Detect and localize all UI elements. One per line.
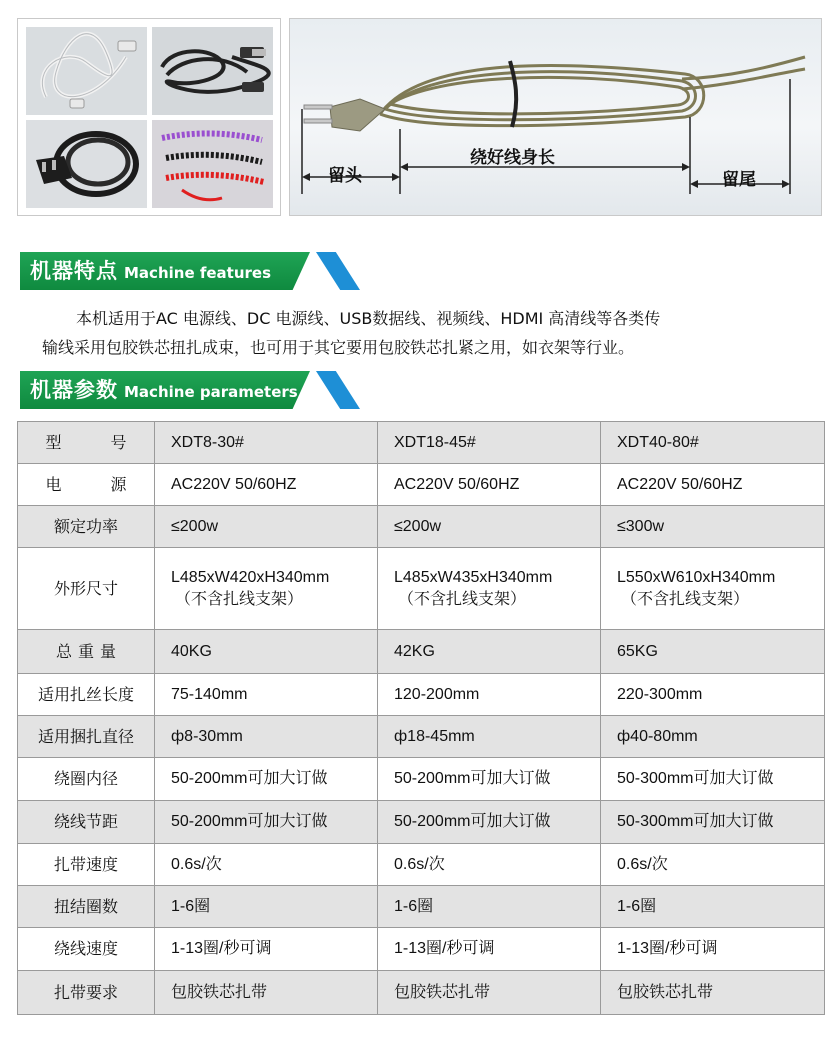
table-cell: 包胶铁芯扎带 [155,971,378,1015]
table-cell: 1-6圈 [378,886,601,928]
row-label: 型 号 [45,432,149,452]
table-row-tie-requirement [18,971,825,1015]
heading-blue-tab [316,371,360,409]
table-cell: ф40-80mm [601,716,825,758]
table-cell: 包胶铁芯扎带 [601,971,825,1015]
table-cell: 0.6s/次 [155,844,378,886]
table-cell: 1-13圈/秒可调 [601,928,825,971]
table-cell: 50-300mm可加大订做 [601,801,825,844]
row-label: 绕线节距 [18,801,155,844]
colored-cables-image [152,120,273,208]
table-row-power-supply [18,464,825,506]
table-cell: 50-200mm可加大订做 [155,758,378,801]
row-label: 适用扎丝长度 [18,674,155,716]
table-cell: 50-200mm可加大订做 [155,801,378,844]
table-cell: ф18-45mm [378,716,601,758]
row-label: 额定功率 [18,506,155,548]
row-label: 总重量 [55,641,122,661]
table-cell: 1-13圈/秒可调 [378,928,601,971]
table-row-winding-pitch [18,801,825,844]
table-cell [601,548,825,630]
parameters-table [17,421,825,1015]
parameters-heading-en: Machine parameters [124,383,298,401]
row-label: 外形尺寸 [18,548,155,630]
table-cell: ≤200w [378,506,601,548]
table-cell: XDT18-45# [378,422,601,464]
usb-cable-image [26,27,147,115]
table-cell: 1-6圈 [601,886,825,928]
table-cell: 65KG [601,630,825,674]
row-label: 适用捆扎直径 [18,716,155,758]
table-row-winding-speed [18,928,825,971]
black-usb-cable-image [152,27,273,115]
features-heading-zh: 机器特点 [30,259,118,283]
row-label: 扎带速度 [18,844,155,886]
table-cell: 50-200mm可加大订做 [378,758,601,801]
power-plug-cable-image [26,120,147,208]
table-row-tie-speed [18,844,825,886]
table-cell: 1-6圈 [155,886,378,928]
table-cell: 120-200mm [378,674,601,716]
dimension-value: L550xW610xH340mm [617,568,776,586]
table-cell: XDT8-30# [155,422,378,464]
heading-blue-tab [316,252,360,290]
row-label: 绕圈内径 [18,758,155,801]
dimension-value: L485xW420xH340mm [171,568,330,586]
features-description [42,304,802,362]
features-text-line-1: 本机适用于AC 电源线、DC 电源线、USB数据线、视频线、HDMI 高清线等各类传 [76,309,661,328]
row-label: 扎带要求 [18,971,155,1015]
table-cell: AC220V 50/60HZ [601,464,825,506]
table-cell: ≤300w [601,506,825,548]
row-label: 绕线速度 [18,928,155,971]
table-row-dimensions [18,548,825,630]
table-cell: 0.6s/次 [601,844,825,886]
tail-length-label: 留尾 [722,170,756,190]
dimension-note: （不含扎线支架） [398,590,527,608]
table-cell: ф8-30mm [155,716,378,758]
table-cell: AC220V 50/60HZ [378,464,601,506]
table-cell: 40KG [155,630,378,674]
table-row-coil-inner-diameter [18,758,825,801]
table-cell: 75-140mm [155,674,378,716]
head-length-label: 留头 [328,166,362,186]
table-cell: ≤200w [155,506,378,548]
dimension-note: （不含扎线支架） [175,590,304,608]
table-row-model [18,422,825,464]
table-row-twist-turns [18,886,825,928]
features-text-line-2: 输线采用包胶铁芯扭扎成束，也可用于其它要用包胶铁芯扎紧之用，如衣架等行业。 [42,338,635,357]
table-cell: AC220V 50/60HZ [155,464,378,506]
table-cell [378,548,601,630]
table-cell: 50-300mm可加大订做 [601,758,825,801]
table-row-rated-power [18,506,825,548]
table-row-bundle-diameter [18,716,825,758]
product-thumbnail-grid [17,18,281,216]
row-label: 扭结圈数 [18,886,155,928]
wound-cable-diagram [289,18,822,216]
row-label: 电 源 [45,474,149,494]
table-cell: 42KG [378,630,601,674]
features-heading-en: Machine features [124,264,272,282]
body-length-label: 绕好线身长 [470,148,555,168]
table-cell: 0.6s/次 [378,844,601,886]
table-cell: XDT40-80# [601,422,825,464]
dimension-value: L485xW435xH340mm [394,568,553,586]
table-cell: 1-13圈/秒可调 [155,928,378,971]
parameters-heading-zh: 机器参数 [30,378,118,402]
table-cell: 包胶铁芯扎带 [378,971,601,1015]
table-row-weight [18,630,825,674]
table-cell: 220-300mm [601,674,825,716]
table-row-wire-length [18,674,825,716]
table-cell [155,548,378,630]
table-cell: 50-200mm可加大订做 [378,801,601,844]
dimension-note: （不含扎线支架） [621,590,750,608]
